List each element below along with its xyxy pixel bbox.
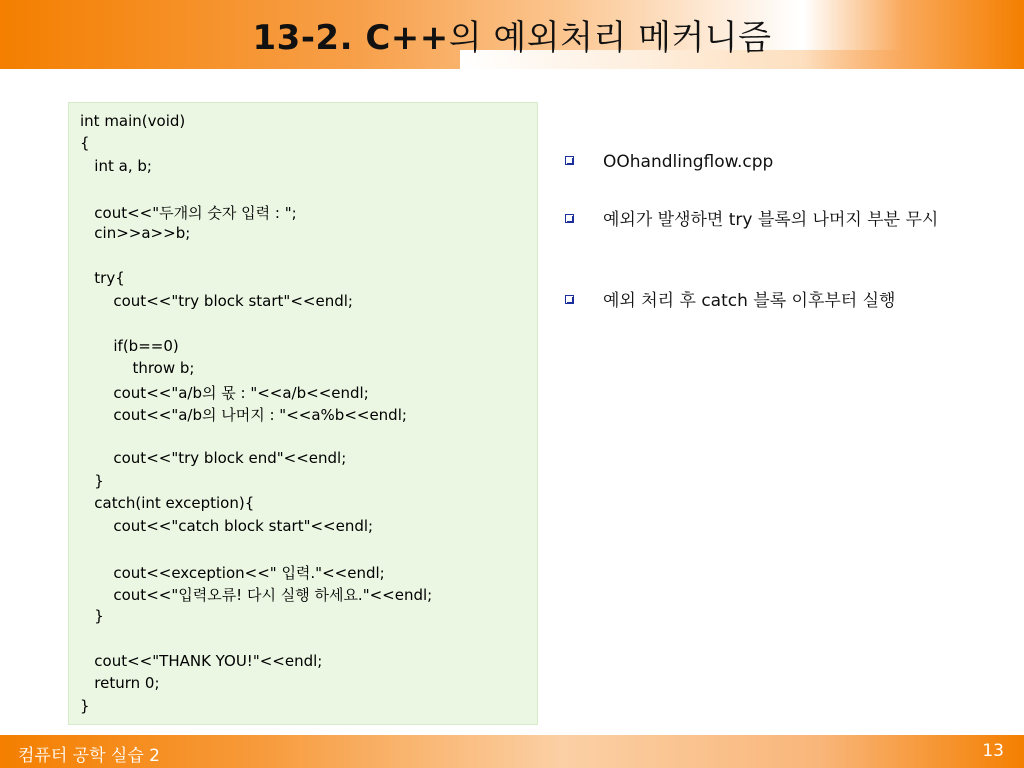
code-line: catch(int exception){ [80,494,255,512]
course-name: 컴퓨터 공학 실습 2 [18,746,160,766]
code-line: throw b; [80,359,195,377]
page-number: 13 [982,741,1004,761]
code-line: cout<<"THANK YOU!"<<endl; [80,652,323,670]
code-line: cout<<"try block start"<<endl; [80,292,353,310]
code-line: cout<<"a/b의 나머지 : "<<a%b<<endl; [80,406,407,424]
code-line: return 0; [80,674,160,692]
code-line: try{ [80,269,125,287]
slide-title-suffix: 의 예외처리 메커니즘 [448,18,772,58]
code-line: } [80,607,104,625]
checkbox-bullet-icon [565,214,574,223]
code-line: int a, b; [80,157,152,175]
code-line: cout<<"입력오류! 다시 실행 하세요."<<endl; [80,586,433,604]
code-line: } [80,697,90,715]
bullet-text: 예외가 발생하면 try 블록의 나머지 부분 무시 [603,210,939,230]
code-block [68,102,538,725]
checkbox-bullet-icon [565,295,574,304]
bullet-text: OOhandlingflow.cpp [603,152,774,172]
footer-bar [0,735,1024,768]
checkbox-bullet-icon [565,156,574,165]
code-line: cout<<"a/b의 몫 : "<<a/b<<endl; [80,384,369,402]
code-line: { [80,134,90,152]
code-line: int main(void) [80,112,186,130]
code-line: cout<<"try block end"<<endl; [80,449,347,467]
code-line: cout<<exception<<" 입력."<<endl; [80,564,385,582]
bullet-text: 예외 처리 후 catch 블록 이후부터 실행 [603,291,896,311]
slide-title-prefix: 13-2. C++ [252,18,449,58]
code-line: if(b==0) [80,337,179,355]
code-line: } [80,472,104,490]
code-line: cout<<"두개의 숫자 입력 : "; [80,204,297,222]
code-line: cout<<"catch block start"<<endl; [80,517,374,535]
slide-title [0,10,1024,59]
code-line: cin>>a>>b; [80,224,191,242]
